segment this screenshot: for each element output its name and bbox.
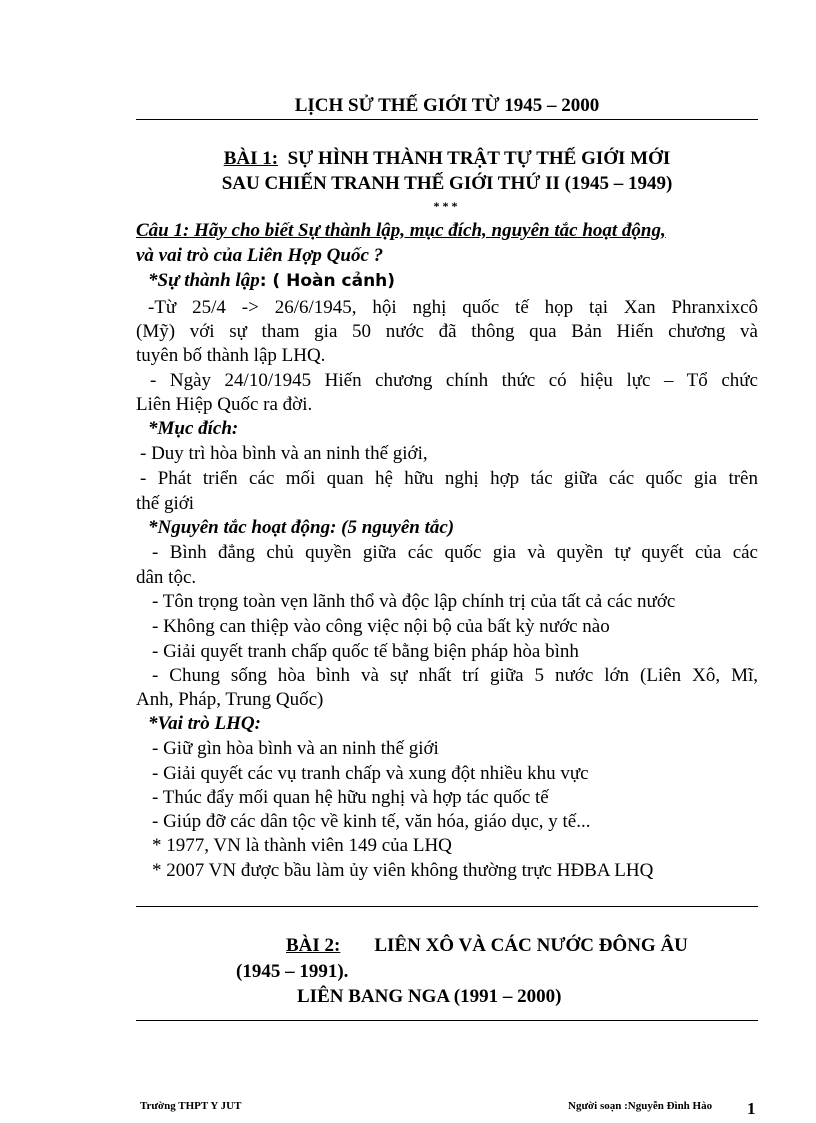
role-note2: * 2007 VN được bầu làm ủy viên không thường trực HĐBA LHQ: [152, 860, 654, 881]
founding-p2-line1: - Ngày 24/10/1945 Hiến chương chính thức có hiệu lực – Tổ chức: [150, 370, 758, 391]
footer-school: Trường THPT Y JUT: [140, 1100, 242, 1112]
lesson1-title-text: SỰ HÌNH THÀNH TRẬT TỰ THẾ GIỚI MỚI: [287, 148, 671, 169]
founding-p2-line2: Liên Hiệp Quốc ra đời.: [136, 394, 313, 415]
principles-item1-line2: dân tộc.: [136, 567, 197, 588]
founding-p1-line1: -Từ 25/4 -> 26/6/1945, hội nghị quốc tế họp tại Xan Phranxixcô: [148, 297, 758, 318]
section-stars: ***: [433, 199, 461, 213]
role-item4: - Giúp đỡ các dân tộc về kinh tế, văn hóa, giáo dục, y tế...: [152, 811, 591, 832]
section-divider: [136, 906, 758, 907]
lesson2-title-line2: (1945 – 1991).: [236, 961, 349, 982]
principles-item2: - Tôn trọng toàn vẹn lãnh thổ và độc lập chính trị của tất cả các nước: [152, 591, 676, 612]
founding-heading: *Sự thành lập: [148, 270, 260, 291]
question-line1: [136, 220, 758, 242]
lesson2-label: BÀI 2:: [286, 935, 341, 956]
founding-p1-line2: (Mỹ) với sự tham gia 50 nước đã thông qua Bản Hiến chương và: [136, 321, 758, 342]
principles-item1-line1: - Bình đẳng chủ quyền giữa các quốc gia và quyền tự quyết của các: [152, 542, 758, 563]
founding-heading-row: [148, 270, 395, 292]
question-label: Câu 1:: [136, 220, 190, 241]
lesson1-title-line1: [136, 148, 758, 170]
page-number: 1: [747, 1099, 756, 1118]
principles-item5-line1: - Chung sống hòa bình và sự nhất trí giữa 5 nước lớn (Liên Xô, Mĩ,: [152, 665, 758, 686]
lesson2-title-line3: LIÊN BANG NGA (1991 – 2000): [297, 986, 562, 1007]
lesson2-title-line1: [286, 935, 688, 957]
founding-note: : ( Hoàn cảnh): [259, 271, 396, 291]
role-item2: - Giải quyết các vụ tranh chấp và xung đột nhiều khu vực: [152, 763, 589, 784]
principles-heading: *Nguyên tắc hoạt động: (5 nguyên tắc): [148, 517, 455, 538]
footer-rule: [136, 1020, 758, 1021]
lesson1-label: BÀI 1:: [223, 148, 279, 169]
role-heading: *Vai trò LHQ:: [148, 713, 261, 734]
question-line2: và vai trò của Liên Hợp Quốc ?: [136, 245, 384, 266]
purpose-item2-line2: thế giới: [136, 493, 195, 514]
footer-author: Người soạn :Nguyễn Đình Hào: [568, 1100, 713, 1112]
purpose-item1: - Duy trì hòa bình và an ninh thế giới,: [140, 443, 428, 464]
lesson2-title-text: LIÊN XÔ VÀ CÁC NƯỚC ĐÔNG ÂU: [374, 935, 688, 956]
header-rule: [136, 119, 758, 120]
principles-item3: - Không can thiệp vào công việc nội bộ của bất kỳ nước nào: [152, 616, 610, 637]
page-title: LỊCH SỬ THẾ GIỚI TỪ 1945 – 2000: [294, 95, 600, 116]
purpose-heading: *Mục đích:: [148, 418, 239, 439]
role-note1: * 1977, VN là thành viên 149 của LHQ: [152, 835, 452, 856]
role-item1: - Giữ gìn hòa bình và an ninh thế giới: [152, 738, 439, 759]
role-item3: - Thúc đẩy mối quan hệ hữu nghị và hợp tác quốc tế: [152, 787, 549, 808]
question-text: Hãy cho biết Sự thành lập, mục đích, nguyên tắc hoạt động,: [189, 220, 666, 241]
principles-item4: - Giải quyết tranh chấp quốc tế bằng biện pháp hòa bình: [152, 641, 579, 662]
purpose-item2-line1: - Phát triển các mối quan hệ hữu nghị hợp tác giữa các quốc gia trên: [140, 468, 758, 489]
principles-item5-line2: Anh, Pháp, Trung Quốc): [136, 689, 324, 710]
lesson1-title-line2: SAU CHIẾN TRANH THẾ GIỚI THỨ II (1945 – 1949): [221, 173, 673, 194]
founding-p1-line3: tuyên bố thành lập LHQ.: [136, 345, 326, 366]
